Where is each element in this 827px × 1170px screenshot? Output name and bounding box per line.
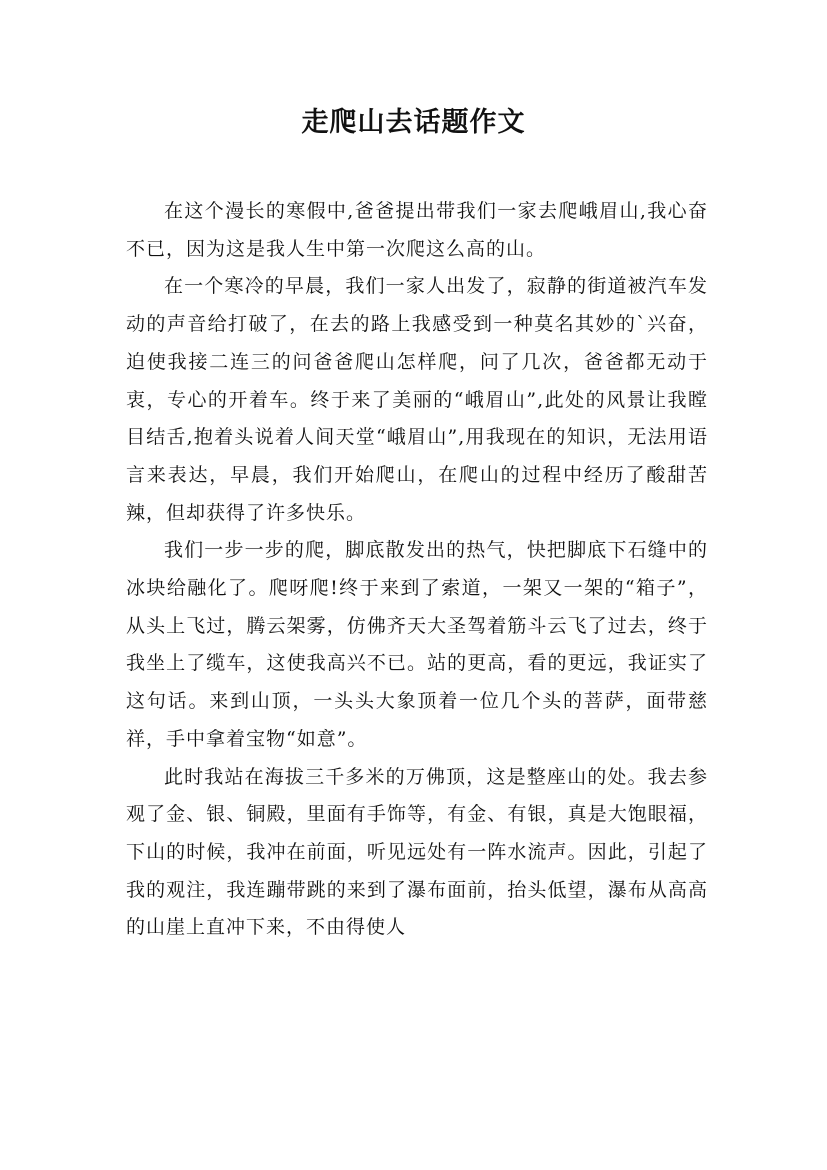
document-body	[126, 193, 708, 947]
paragraph-4: 此时我站在海拔三千多米的万佛顶，这是整座山的处。我去参观了金、银、铜殿，里面有手饰等，有金、有银，真是大饱眼福，下山的时候，我冲在前面，听见远处有一阵水流声。因此，引起了我的观注，我连蹦带跳的来到了瀑布面前，抬头低望，瀑布从高高的山崖上直冲下来，不由得使人	[126, 765, 708, 939]
document-title: 走爬山去话题作文	[301, 107, 526, 138]
paragraph-3: 我们一步一步的爬，脚底散发出的热气，快把脚底下石缝中的冰块给融化了。爬呀爬!终于来到了索道，一架又一架的“箱子”，从头上飞过，腾云架雾，仿佛齐天大圣驾着筋斗云飞了过去，终于我坐上了缆车，这使我高兴不已。站的更高，看的更远，我证实了这句话。来到山顶，一头头大象顶着一位几个头的菩萨，面带慈祥，手中拿着宝物“如意”。	[126, 539, 708, 750]
paragraph-2: 在一个寒冷的早晨，我们一家人出发了，寂静的街道被汽车发动的声音给打破了，在去的路上我感受到一种莫名其妙的`兴奋，迫使我接二连三的问爸爸爬山怎样爬，问了几次，爸爸都无动于衷，专心的开着车。终于来了美丽的“峨眉山”,此处的风景让我瞠目结舌,抱着头说着人间天堂“峨眉山”,用我现在的知识，无法用语言来表达，早晨，我们开始爬山，在爬山的过程中经历了酸甜苦辣，但却获得了许多快乐。	[126, 275, 708, 524]
paragraph-1: 在这个漫长的寒假中,爸爸提出带我们一家去爬峨眉山,我心奋不已，因为这是我人生中第一次爬这么高的山。	[126, 200, 708, 260]
